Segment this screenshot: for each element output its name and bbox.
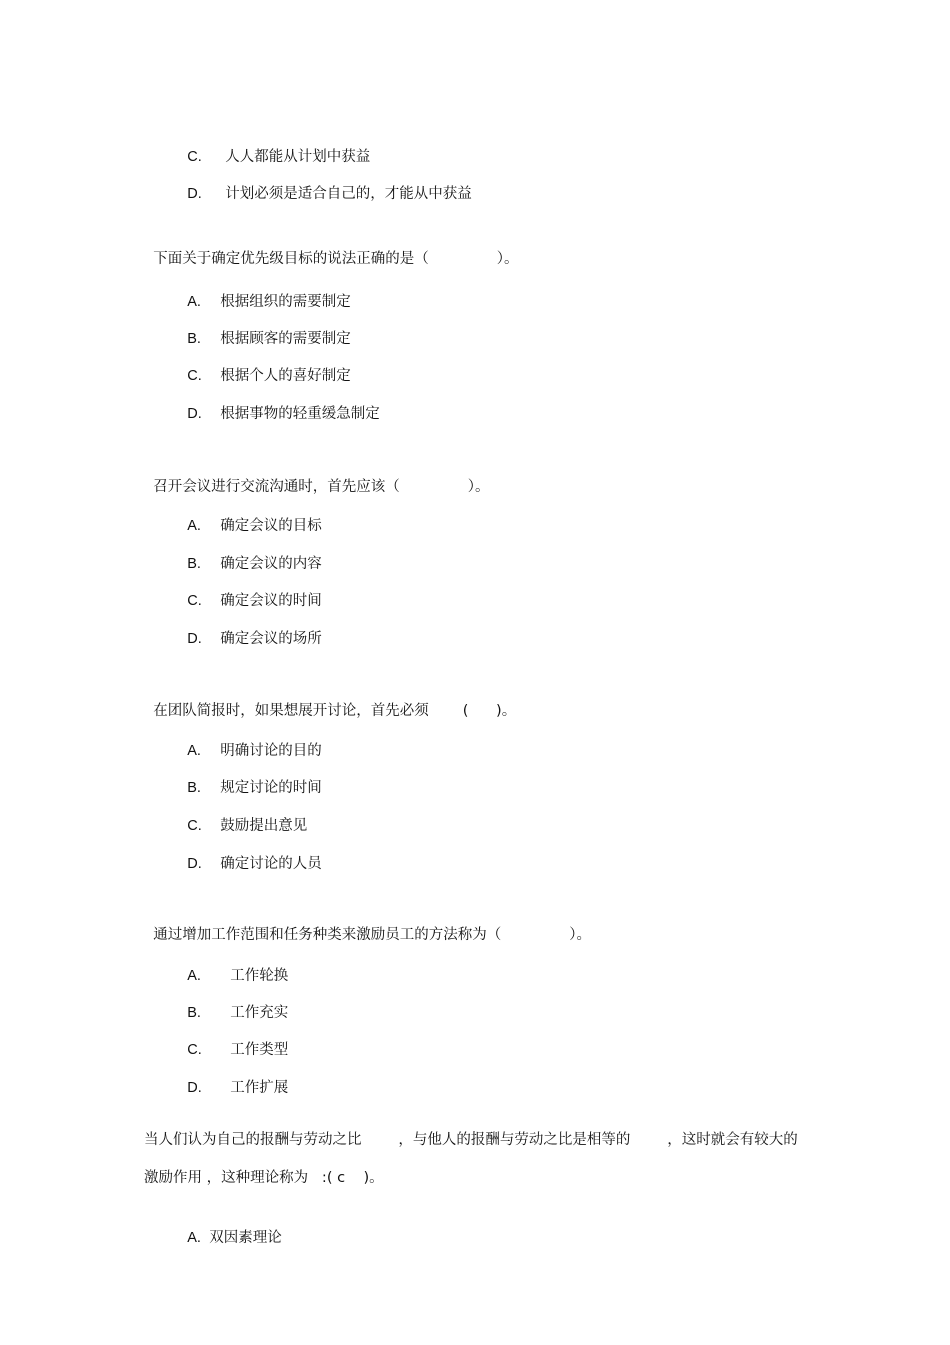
question-end: ( )。 (462, 703, 517, 719)
option-letter: A. (187, 294, 201, 310)
option-letter: A. (187, 968, 201, 984)
option-letter: D. (187, 631, 202, 647)
option-a (178, 1208, 282, 1248)
option-text: 根据组织的需要制定 (220, 294, 351, 310)
question-text-line-1: 当人们认为自己的报酬与劳动之比 ，与他人的报酬与劳动之比是相等的 ，这时就会有较大的 (144, 1132, 798, 1148)
option-letter: B. (187, 556, 201, 572)
question-text (144, 457, 489, 497)
option-text: 确定会议的内容 (220, 556, 322, 572)
option-c (178, 127, 370, 167)
option-letter: B. (187, 1005, 201, 1021)
question-stem: 通过增加工作范围和任务种类来激励员工的方法称为（ (153, 927, 502, 943)
option-a (178, 496, 322, 536)
option-d (178, 384, 380, 424)
option-letter: C. (187, 368, 202, 384)
question-end: ）。 (496, 251, 519, 267)
question-text (144, 905, 591, 945)
option-text: 鼓励提出意见 (220, 818, 308, 834)
option-text: 双因素理论 (209, 1230, 282, 1246)
option-text: 确定会议的目标 (220, 518, 322, 534)
option-text: 人人都能从计划中获益 (225, 149, 371, 165)
question-stem: 召开会议进行交流沟通时，首先应该（ (153, 479, 400, 495)
option-letter: B. (187, 331, 201, 347)
option-text: 工作充实 (230, 1005, 289, 1021)
option-text: 根据个人的喜好制定 (220, 368, 351, 384)
option-text: 确定讨论的人员 (220, 856, 322, 872)
option-letter: D. (187, 1080, 202, 1096)
option-text: 根据事物的轻重缓急制定 (220, 406, 380, 422)
option-letter: D. (187, 856, 202, 872)
option-letter: C. (187, 1042, 202, 1058)
question-stem: 在团队简报时，如果想展开讨论，首先必须 (153, 703, 429, 719)
option-text: 规定讨论的时间 (220, 780, 322, 796)
question-text-line-2: 激励作用 ，这种理论称为 :( c )。 (144, 1170, 384, 1186)
question-stem: 下面关于确定优先级目标的说法正确的是（ (153, 251, 429, 267)
question-text (144, 229, 518, 269)
option-letter: C. (187, 818, 202, 834)
option-a (178, 721, 322, 761)
question-end: ）。 (569, 927, 591, 943)
option-d (178, 164, 472, 204)
option-letter: A. (187, 1230, 201, 1246)
option-a (178, 946, 288, 986)
question-text (144, 681, 516, 721)
option-letter: A. (187, 518, 201, 534)
option-letter: B. (187, 780, 201, 796)
option-d (178, 1058, 288, 1098)
option-text: 工作轮换 (230, 968, 289, 984)
option-c (178, 571, 322, 611)
option-text: 确定会议的场所 (220, 631, 322, 647)
option-b (178, 534, 322, 574)
option-text: 工作扩展 (230, 1080, 289, 1096)
option-c (178, 796, 307, 836)
option-b (178, 309, 351, 349)
option-text: 计划必须是适合自己的，才能从中获益 (225, 186, 472, 202)
option-letter: D. (187, 186, 202, 202)
option-letter: C. (187, 593, 202, 609)
option-text: 确定会议的时间 (220, 593, 322, 609)
option-d (178, 834, 322, 874)
option-a (178, 272, 351, 312)
option-c (178, 1020, 288, 1060)
option-d (178, 609, 322, 649)
option-text: 根据顾客的需要制定 (220, 331, 351, 347)
option-text: 工作类型 (230, 1042, 289, 1058)
option-text: 明确讨论的目的 (220, 743, 322, 759)
option-b (178, 758, 322, 798)
option-c (178, 346, 351, 386)
option-letter: D. (187, 406, 202, 422)
question-end: ）。 (467, 479, 490, 495)
option-b (178, 983, 288, 1023)
option-letter: C. (187, 149, 202, 165)
option-letter: A. (187, 743, 201, 759)
